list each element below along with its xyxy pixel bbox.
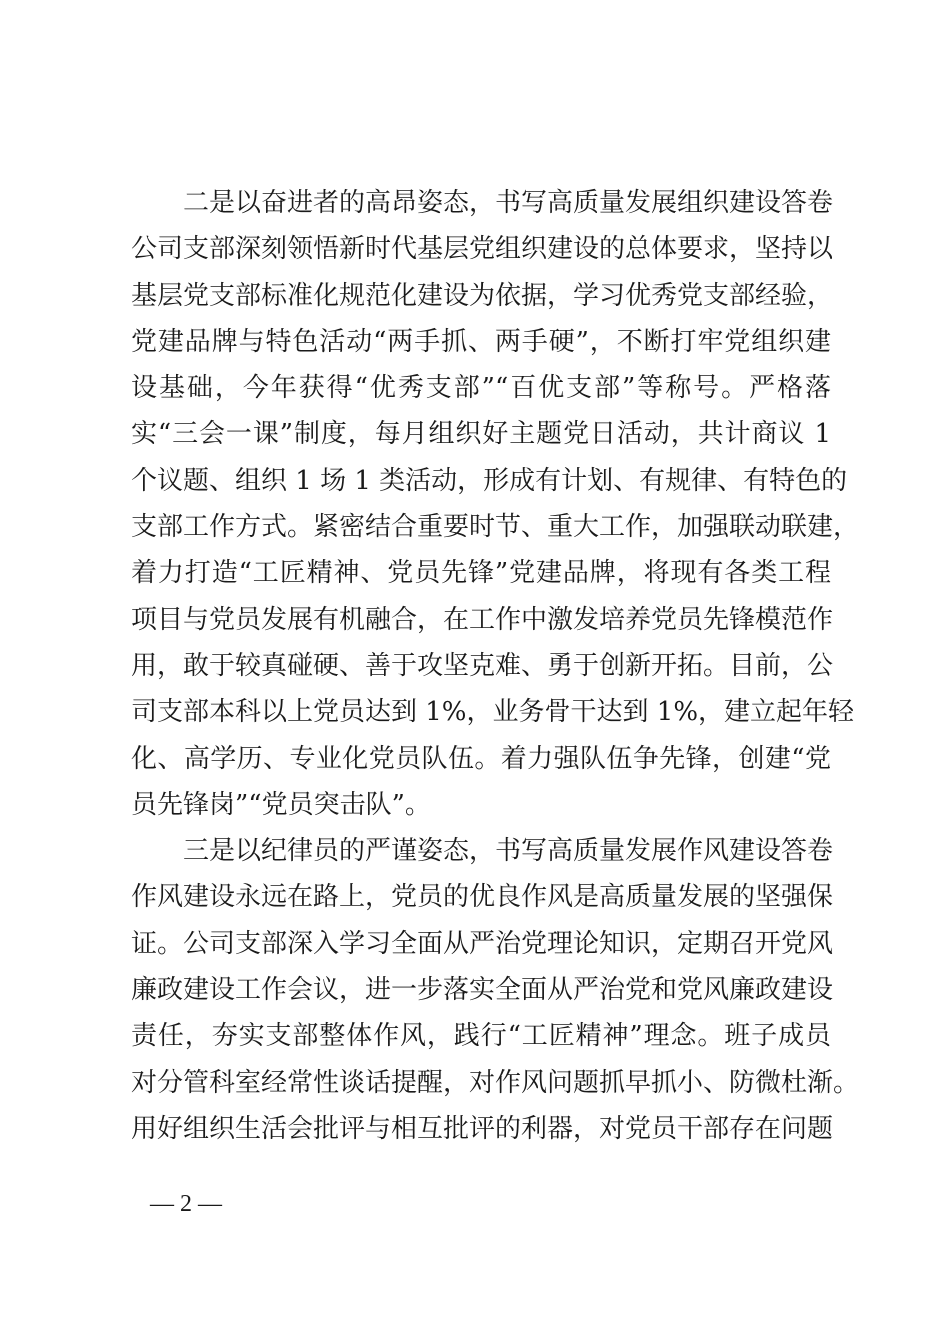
text-line: 个议题、组织 1 场 1 类活动，形成有计划、有规律、有特色的 [131,465,848,496]
paragraph-heading-line: 三是以纪律员的严谨姿态，书写高质量发展作风建设答卷 [183,836,834,867]
text-line: 党建品牌与特色活动“两手抓、两手硬”，不断打牢党组织建 [131,326,831,357]
text-line: 用，敢于较真碰硬、善于攻坚克难、勇于创新开拓。目前，公 [131,650,834,681]
text-line: 员先锋岗”“党员突击队”。 [131,789,431,820]
text-line: 用好组织生活会批评与相互批评的利器，对党员干部存在问题 [131,1113,834,1144]
body-text [131,180,860,1152]
text-line: 着力打造“工匠精神、党员先锋”党建品牌，将现有各类工程 [131,558,831,589]
paragraph-organization-building [131,180,860,828]
text-line: 化、高学历、专业化党员队伍。着力强队伍争先锋，创建“党 [131,743,831,774]
page-number: — 2 — [150,1191,222,1217]
paragraph-heading-line: 二是以奋进者的高昂姿态，书写高质量发展组织建设答卷 [183,188,834,218]
paragraph-style-building [131,828,860,1152]
text-line: 支部工作方式。紧密结合重要时节、重大工作，加强联动联建， [131,512,860,543]
text-line: 实“三会一课”制度，每月组织好主题党日活动，共计商议 1 [131,419,831,450]
text-line: 基层党支部标准化规范化建设为依据，学习优秀党支部经验， [131,280,834,311]
text-line: 证。公司支部深入学习全面从严治党理论知识，定期召开党风 [131,928,834,959]
text-line: 作风建设永远在路上，党员的优良作风是高质量发展的坚强保 [131,882,834,913]
text-line: 责任，夯实支部整体作风，践行“工匠精神”理念。班子成员 [131,1021,831,1052]
text-line: 项目与党员发展有机融合，在工作中激发培养党员先锋模范作 [131,604,834,635]
text-line: 对分管科室经常性谈话提醒，对作风问题抓早抓小、防微杜渐。 [131,1067,860,1098]
text-line: 设基础，今年获得“优秀支部”“百优支部”等称号。严格落 [131,373,831,404]
text-line: 公司支部深刻领悟新时代基层党组织建设的总体要求，坚持以 [131,234,834,265]
text-line: 廉政建设工作会议，进一步落实全面从严治党和党风廉政建设 [131,975,834,1006]
text-line: 司支部本科以上党员达到 1%，业务骨干达到 1%，建立起年轻 [131,697,855,728]
